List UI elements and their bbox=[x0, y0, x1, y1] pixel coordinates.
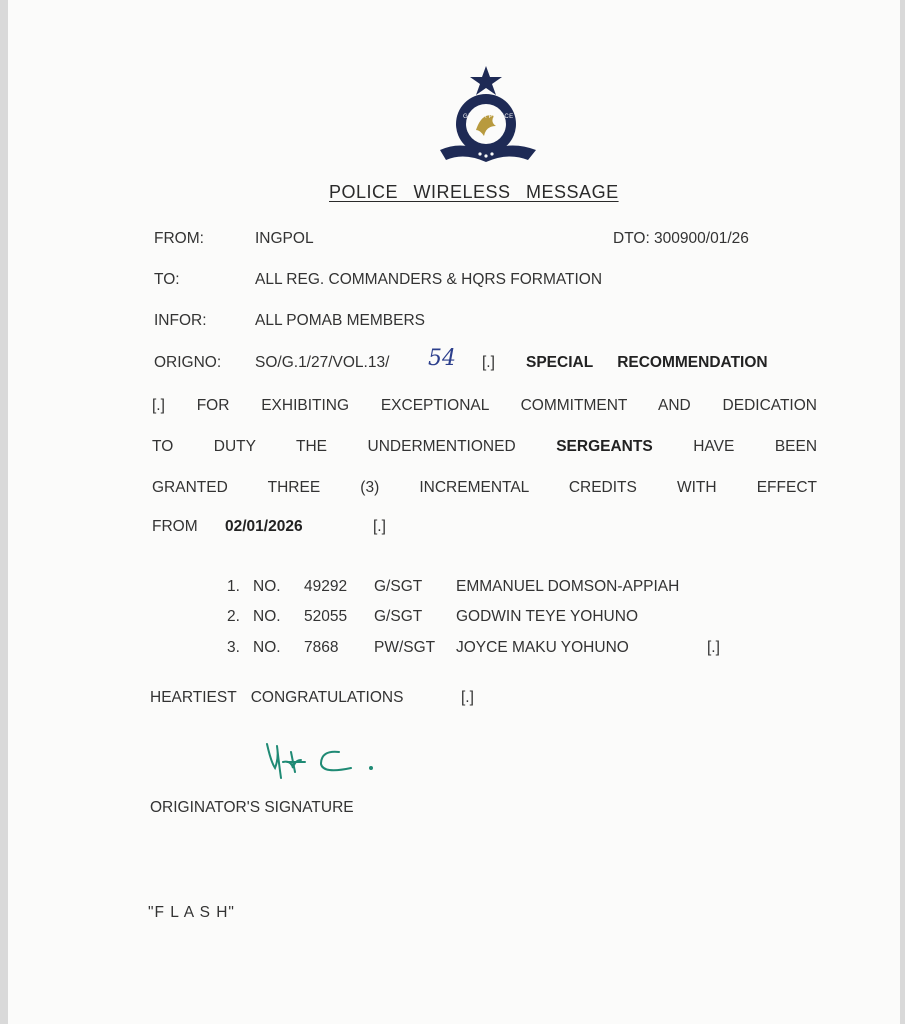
recipient-name: JOYCE MAKU YOHUNO bbox=[456, 639, 629, 656]
item-index: 1. bbox=[227, 578, 240, 595]
body-word: EXCEPTIONAL bbox=[380, 397, 489, 414]
signature-label: ORIGINATOR'S SIGNATURE bbox=[150, 799, 354, 816]
effective-date: 02/01/2026 bbox=[225, 518, 303, 535]
service-number: 7868 bbox=[304, 639, 339, 656]
list-item bbox=[227, 639, 720, 657]
body-word: WITH bbox=[676, 479, 717, 496]
precedence-flash: "F L A S H" bbox=[148, 904, 235, 921]
body-word: THE bbox=[295, 438, 327, 455]
body-word: COMMITMENT bbox=[520, 397, 628, 414]
closing-text: HEARTIEST CONGRATULATIONS bbox=[150, 689, 404, 706]
body-word: THREE bbox=[267, 479, 321, 496]
origno-label: ORIGNO: bbox=[154, 354, 222, 371]
body-word: TO bbox=[152, 438, 174, 455]
item-no: NO. bbox=[253, 608, 281, 625]
list-end-mark: [.] bbox=[707, 639, 720, 656]
body-word: DUTY bbox=[213, 438, 256, 455]
origno-mark: [.] bbox=[482, 354, 495, 371]
sergeants-emphasis: SERGEANTS bbox=[556, 438, 653, 455]
item-no: NO. bbox=[253, 639, 281, 656]
to-label: TO: bbox=[154, 271, 180, 288]
service-number: 52055 bbox=[304, 608, 348, 625]
from-label: FROM: bbox=[154, 230, 204, 247]
item-index: 3. bbox=[227, 639, 240, 656]
closing-mark: [.] bbox=[461, 689, 474, 706]
body-word: UNDERMENTIONED bbox=[367, 438, 516, 455]
body-line-3 bbox=[152, 479, 817, 497]
document-title: POLICE WIRELESS MESSAGE bbox=[329, 182, 619, 202]
body-from: FROM bbox=[152, 518, 198, 535]
body-word: GRANTED bbox=[152, 479, 228, 496]
body-word: INCREMENTAL bbox=[419, 479, 529, 496]
body-word: EXHIBITING bbox=[261, 397, 350, 414]
from-value: INGPOL bbox=[255, 230, 314, 247]
infor-label: INFOR: bbox=[154, 312, 207, 329]
body-word: BEEN bbox=[774, 438, 818, 455]
service-number: 49292 bbox=[304, 578, 348, 595]
list-item bbox=[227, 578, 680, 596]
item-index: 2. bbox=[227, 608, 240, 625]
body-word: HAVE bbox=[693, 438, 735, 455]
recipient-name: EMMANUEL DOMSON-APPIAH bbox=[456, 578, 680, 595]
body-word: DEDICATION bbox=[722, 397, 817, 414]
originator-signature-icon bbox=[261, 738, 381, 784]
dto-reference: DTO: 300900/01/26 bbox=[613, 230, 749, 247]
body-word: [.] bbox=[152, 397, 165, 414]
crest-seal-text: GHANA POLICE bbox=[463, 114, 514, 120]
origno-handwritten-number: 54 bbox=[428, 346, 456, 371]
recipient-name: GODWIN TEYE YOHUNO bbox=[456, 608, 639, 625]
body-word: AND bbox=[658, 397, 691, 414]
infor-value: ALL POMAB MEMBERS bbox=[255, 312, 425, 329]
origno-value: SO/G.1/27/VOL.13/ bbox=[255, 354, 390, 371]
rank: G/SGT bbox=[374, 608, 423, 625]
item-no: NO. bbox=[253, 578, 281, 595]
body-word: EFFECT bbox=[756, 479, 817, 496]
list-item bbox=[227, 608, 639, 626]
body-line-2 bbox=[152, 438, 817, 456]
rank: G/SGT bbox=[374, 578, 423, 595]
rank: PW/SGT bbox=[374, 639, 436, 656]
body-word: (3) bbox=[360, 479, 380, 496]
wireless-message-document bbox=[8, 0, 900, 1024]
body-word: CREDITS bbox=[568, 479, 637, 496]
body-word: FOR bbox=[196, 397, 230, 414]
subject: SPECIAL RECOMMENDATION bbox=[526, 354, 768, 371]
body-end-mark: [.] bbox=[373, 518, 386, 535]
body-line-1 bbox=[152, 397, 817, 415]
to-value: ALL REG. COMMANDERS & HQRS FORMATION bbox=[255, 271, 603, 288]
